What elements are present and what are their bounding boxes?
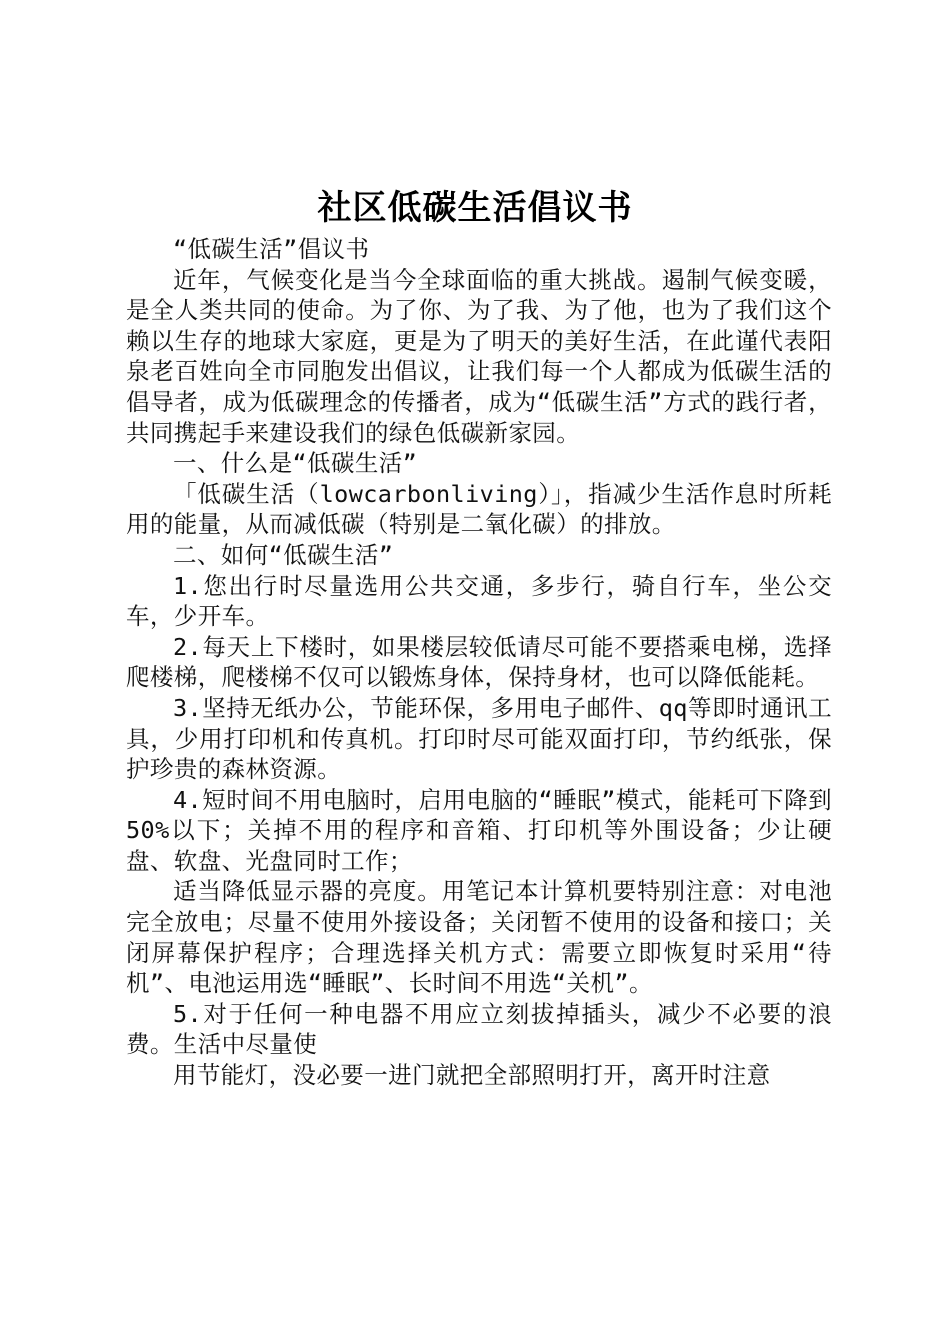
- paragraph-lighting: 用节能灯，没必要一进门就把全部照明打开，离开时注意: [173, 1061, 771, 1090]
- section-heading-how: 二、如何“低碳生活”: [173, 540, 394, 569]
- paragraph-definition: 「低碳生活（lowcarbonliving）」，指减少生活作息时所耗用的能量，从而减低碳（特别是二氧化碳）的排放。: [126, 479, 832, 539]
- paragraph-intro: 近年，气候变化是当今全球面临的重大挑战。遏制气候变暖，是全人类共同的使命。为了你、为了我、为了他，也为了我们这个赖以生存的地球大家庭，更是为了明天的美好生活，在此谨代表阳泉老百姓向全市同胞发出倡议，让我们每一个人都成为低碳生活的倡导者，成为低碳理念的传播者，成为“低碳生活”方式的践行者，共同携起手来建设我们的绿色低碳新家园。: [126, 265, 832, 447]
- document-body: [126, 234, 832, 1091]
- section-heading-what: 一、什么是“低碳生活”: [173, 449, 418, 478]
- list-item-3: 3.坚持无纸办公，节能环保，多用电子邮件、qq等即时通讯工具，少用打印机和传真机。打印时尽可能双面打印，节约纸张，保护珍贵的森林资源。: [126, 693, 832, 784]
- paragraph-display-tips: 适当降低显示器的亮度。用笔记本计算机要特别注意：对电池完全放电；尽量不使用外接设备；关闭暂不使用的设备和接口；关闭屏幕保护程序；合理选择关机方式：需要立即恢复时采用“待机”、电池运用选“睡眠”、长时间不用选“关机”。: [126, 877, 832, 998]
- list-item-1: 1.您出行时尽量选用公共交通，多步行，骑自行车，坐公交车，少开车。: [126, 571, 832, 631]
- list-item-4: 4.短时间不用电脑时，启用电脑的“睡眠”模式，能耗可下降到50%以下；关掉不用的程序和音箱、打印机等外围设备；少让硬盘、软盘、光盘同时工作；: [126, 785, 832, 875]
- list-item-5: 5.对于任何一种电器不用应立刻拔掉插头，减少不必要的浪费。生活中尽量使: [126, 999, 832, 1059]
- document-title: 社区低碳生活倡议书: [317, 188, 633, 228]
- paragraph-heading: “低碳生活”倡议书: [173, 235, 370, 263]
- list-item-2: 2.每天上下楼时，如果楼层较低请尽可能不要搭乘电梯，选择爬楼梯，爬楼梯不仅可以锻炼身体，保持身材，也可以降低能耗。: [126, 632, 832, 692]
